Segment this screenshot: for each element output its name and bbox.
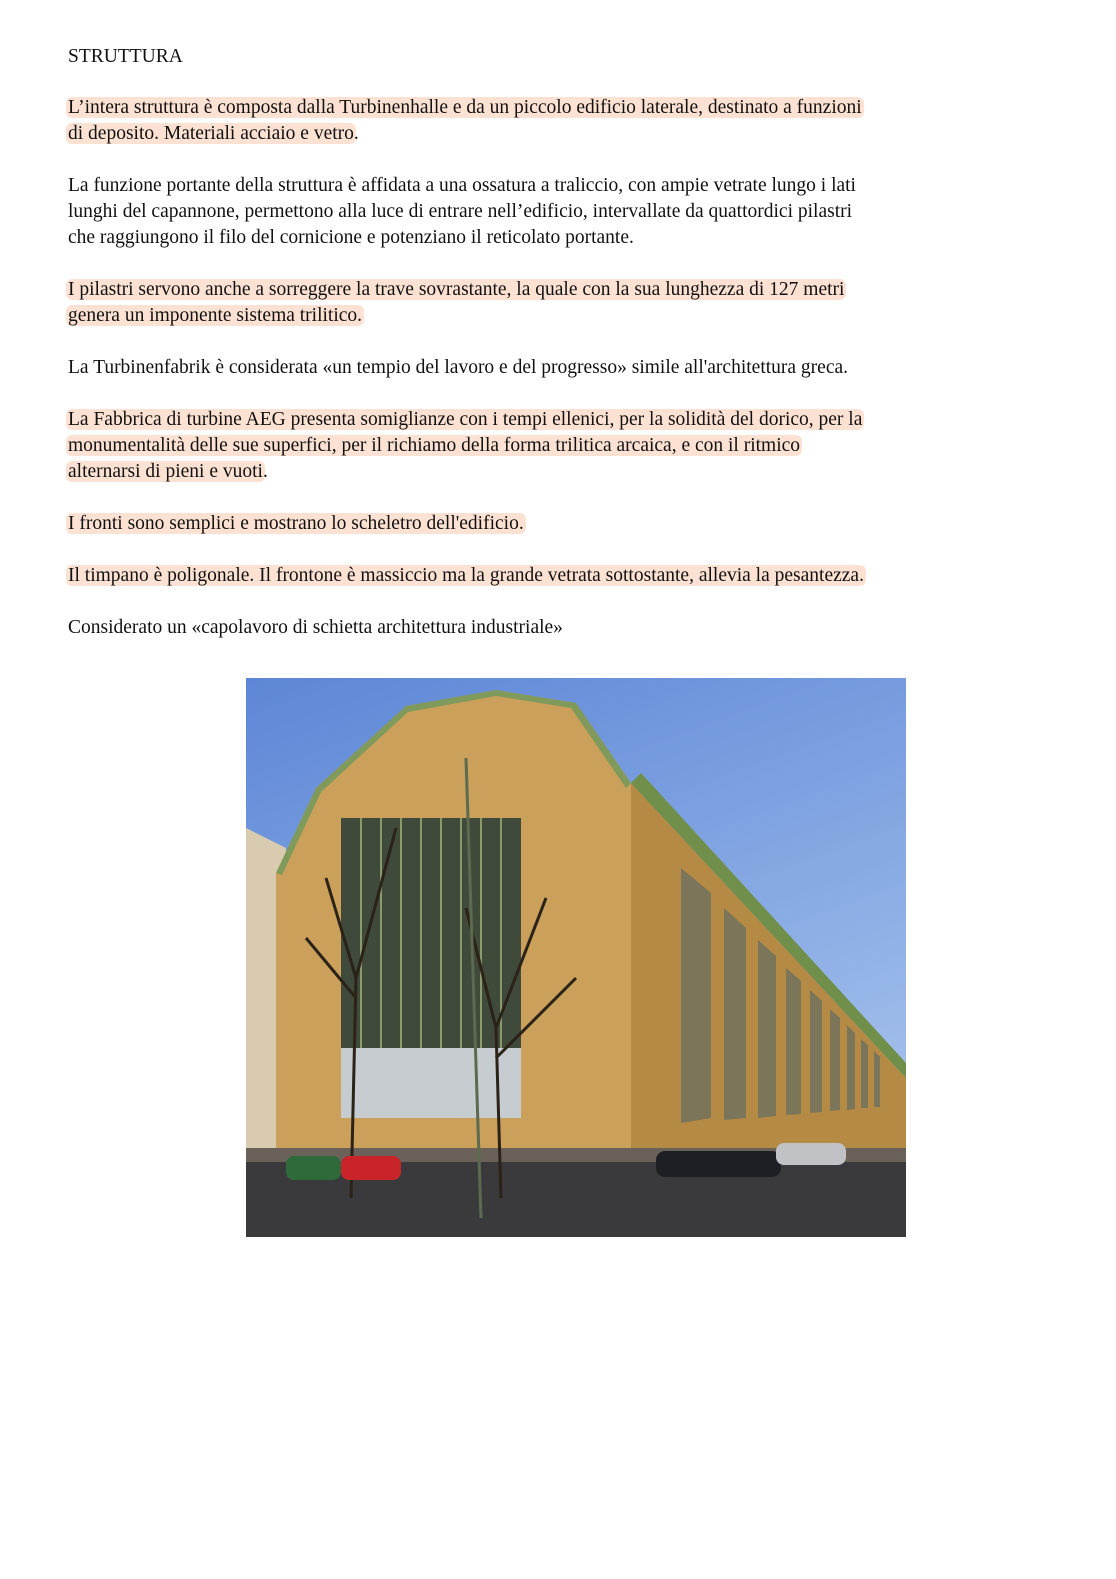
paragraph-line — [68, 121, 359, 147]
highlighted-text: L’intera struttura è composta dalla Turbinenhalle e da un piccolo edificio laterale, destinato a funzioni — [68, 97, 862, 118]
highlighted-text: genera un imponente sistema trilitico. — [68, 305, 363, 326]
paragraph-line — [68, 615, 563, 641]
paragraph-line — [68, 173, 856, 199]
text-segment: Considerato un «capolavoro di schietta architettura industriale» — [68, 617, 563, 638]
paragraph-line — [68, 225, 634, 251]
text-segment: La Turbinenfabrik è considerata «un tempio del lavoro e del progresso» simile all'architettura greca. — [68, 357, 849, 378]
text-segment: lunghi del capannone, permettono alla luce di entrare nell’edificio, intervallate da quattordici pilastri — [68, 201, 853, 222]
text-segment: La funzione portante della struttura è affidata a una ossatura a traliccio, con ampie vetrate lungo i lati — [68, 175, 856, 196]
paragraph-line — [68, 303, 362, 329]
highlighted-text: I pilastri servono anche a sorreggere la trave sovrastante, la quale con la sua lunghezza di 127 metri — [68, 279, 845, 300]
page-heading: STRUTTURA — [68, 46, 183, 67]
paragraph-line — [68, 277, 844, 303]
aeg-turbine-factory-photo — [246, 678, 906, 1237]
highlighted-text: monumentalità delle sue superfici, per il richiamo della forma trilitica arcaica, e con il ritmico — [68, 435, 801, 456]
paragraph-line — [68, 95, 862, 121]
paragraph-line — [68, 433, 800, 459]
paragraph-line — [68, 407, 862, 433]
text-segment: . — [262, 461, 268, 482]
text-segment: . — [353, 123, 359, 144]
paragraph-line — [68, 199, 852, 225]
paragraph-line — [68, 511, 524, 537]
paragraph-line — [68, 355, 848, 381]
paragraph-line — [68, 459, 268, 485]
text-segment: che raggiungono il filo del cornicione e potenziano il reticolato portante. — [68, 227, 634, 248]
highlighted-text: Il timpano è poligonale. Il frontone è massiccio ma la grande vetrata sottostante, allevia la pesantezza. — [68, 565, 864, 586]
highlighted-text: La Fabbrica di turbine AEG presenta somiglianze con i tempi ellenici, per la solidità del dorico, per la — [68, 409, 863, 430]
highlighted-text: I fronti sono semplici e mostrano lo scheletro dell'edificio. — [68, 513, 524, 534]
highlighted-text: di deposito. Materiali acciaio e vetro — [68, 123, 354, 144]
highlighted-text: alternarsi di pieni e vuoti — [68, 461, 263, 482]
paragraph-line — [68, 563, 864, 589]
